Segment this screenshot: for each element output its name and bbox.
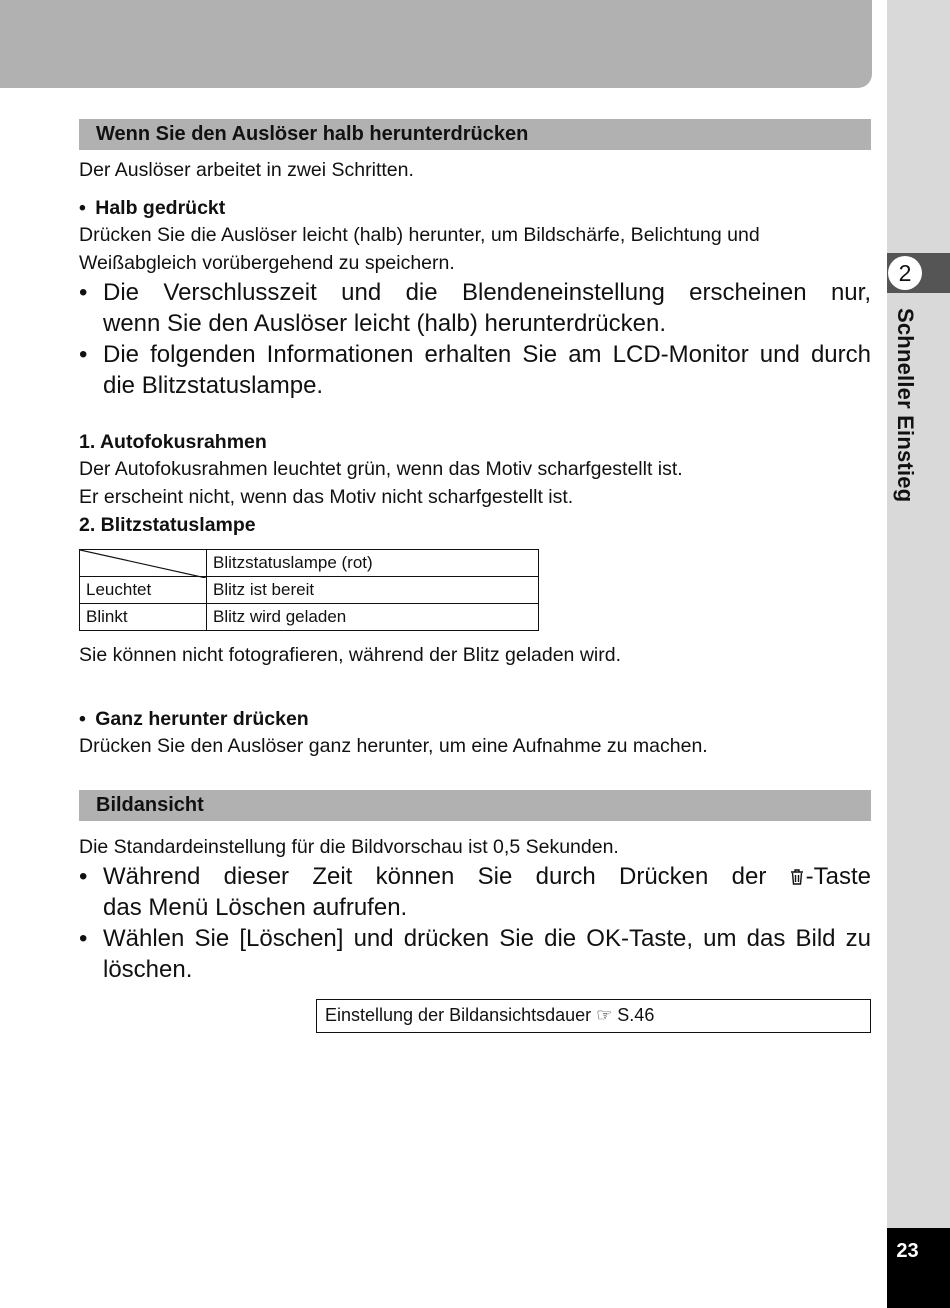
section-intro: Der Auslöser arbeitet in zwei Schritten.: [79, 159, 414, 181]
page-number: 23: [896, 1240, 919, 1262]
bullet-lcd-info: [79, 339, 871, 401]
table-corner-cell: [80, 550, 207, 577]
chapter-number: 2: [888, 256, 922, 290]
bullet-icon: •: [79, 197, 86, 219]
bullet-text-line1: [103, 861, 871, 892]
table-cell-state: Blinkt: [80, 604, 207, 631]
table-header-row: [80, 550, 539, 577]
side-index-strip: [887, 0, 950, 1308]
bullet-icon: •: [79, 863, 88, 890]
bullet-text-line1: Die Verschlusszeit und die Blendeneinstellung erscheinen nur,: [103, 279, 871, 306]
section-header-review: Bildansicht: [79, 790, 871, 821]
bullet-text-line2: das Menü Löschen aufrufen.: [103, 894, 408, 921]
table-cell-state: Leuchtet: [80, 577, 207, 604]
bullet-icon: •: [79, 925, 88, 952]
full-press-title: Ganz herunter drücken: [95, 708, 309, 730]
autofocus-text-1: Der Autofokusrahmen leuchtet grün, wenn das Motiv scharfgestellt ist.: [79, 458, 683, 480]
bullet-icon: •: [79, 708, 86, 730]
bullet-text-line1: Die folgenden Informationen erhalten Sie am LCD-Monitor und durch: [103, 341, 871, 368]
half-press-text-2: Weißabgleich vorübergehend zu speichern.: [79, 252, 455, 274]
table-row: [80, 604, 539, 631]
bullet-text-line2: die Blitzstatuslampe.: [103, 372, 324, 399]
review-intro: Die Standardeinstellung für die Bildvorschau ist 0,5 Sekunden.: [79, 836, 619, 858]
half-press-title: Halb gedrückt: [95, 197, 226, 219]
autofocus-heading: 1. Autofokusrahmen: [79, 431, 267, 453]
bullet-icon: •: [79, 341, 88, 368]
flash-note: Sie können nicht fotografieren, während der Blitz geladen wird.: [79, 644, 621, 666]
bullet-delete-menu: [79, 861, 871, 923]
reference-box: Einstellung der Bildansichtsdauer ☞ S.46: [316, 999, 871, 1033]
bullet-text-line2: wenn Sie den Auslöser leicht (halb) herunterdrücken.: [103, 310, 666, 337]
bullet-delete-confirm: [79, 923, 871, 985]
flash-status-table: [79, 549, 539, 631]
bullet-shutter-info: [79, 277, 871, 339]
bullet-text-line2: löschen.: [103, 956, 193, 983]
autofocus-text-2: Er erscheint nicht, wenn das Motiv nicht scharfgestellt ist.: [79, 486, 574, 508]
bullet-icon: •: [79, 279, 88, 306]
table-cell-meaning: Blitz ist bereit: [207, 577, 539, 604]
chapter-title: Schneller Einstieg: [893, 308, 918, 503]
half-press-heading: [79, 195, 225, 222]
diagonal-line: [80, 550, 206, 578]
table-row: [80, 577, 539, 604]
half-press-text-1: Drücken Sie die Auslöser leicht (halb) herunter, um Bildschärfe, Belichtung und: [79, 224, 760, 246]
bullet-text-pre: Während dieser Zeit können Sie durch Drücken der: [103, 863, 767, 890]
full-press-text: Drücken Sie den Auslöser ganz herunter, um eine Aufnahme zu machen.: [79, 735, 708, 757]
table-cell-meaning: Blitz wird geladen: [207, 604, 539, 631]
bullet-text-post: -Taste: [805, 863, 871, 890]
bullet-text-line1: Wählen Sie [Löschen] und drücken Sie die OK-Taste, um das Bild zu: [103, 925, 871, 952]
flash-lamp-heading: 2. Blitzstatuslampe: [79, 514, 256, 536]
trash-icon: [790, 869, 804, 885]
section-header-shutter: Wenn Sie den Auslöser halb herunterdrücken: [79, 119, 871, 150]
table-header-cell: Blitzstatuslampe (rot): [207, 550, 539, 577]
full-press-heading: [79, 706, 309, 733]
top-banner: [0, 0, 872, 88]
